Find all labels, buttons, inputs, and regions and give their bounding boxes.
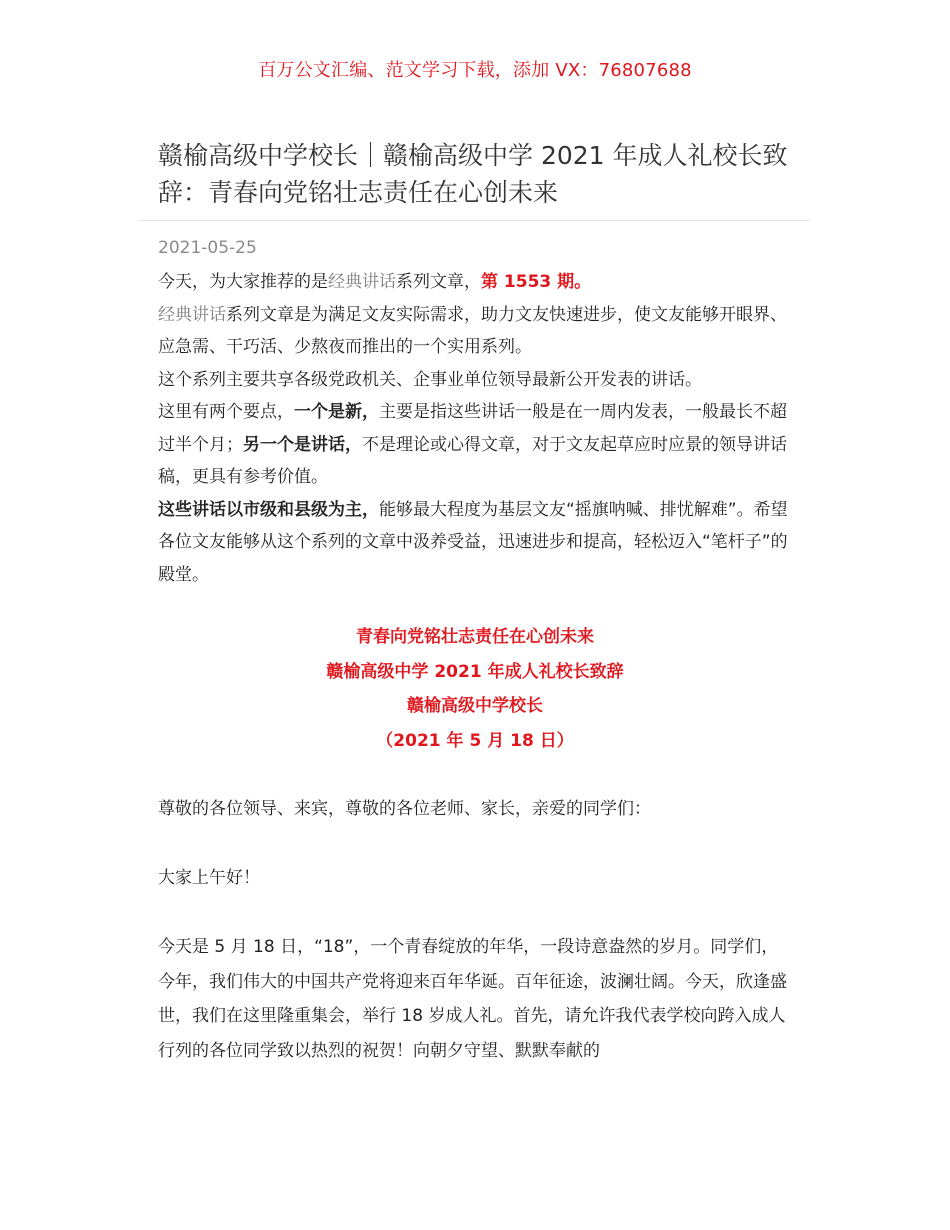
- speech-title: 青春向党铭壮志责任在心创未来: [356, 627, 594, 647]
- article-title: 赣榆高级中学校长｜赣榆高级中学 2021 年成人礼校长致辞：青春向党铭壮志责任在心创未来: [158, 141, 788, 207]
- speech-greeting: 大家上午好！: [158, 868, 260, 888]
- intro-paragraph-3: 这个系列主要共享各级党政机关、企事业单位领导最新公开发表的讲话。: [158, 369, 702, 390]
- intro-text: 系列文章是为满足文友实际需求，助力文友快速进步，使文友能够开眼界、应急需、干巧活、少熬夜而推出的一个实用系列。: [158, 304, 787, 357]
- intro-text: 这里有两个要点，: [158, 402, 294, 422]
- speech-date: （2021 年 5 月 18 日）: [376, 730, 574, 751]
- download-banner: 百万公文汇编、范文学习下载，添加 VX：76807688: [258, 60, 692, 81]
- intro-bold-text: 另一个是讲话，: [243, 434, 362, 455]
- intro-paragraph-5: [158, 494, 794, 592]
- intro-text: 不是理论或心得文章，对于文友起草应时应景的领导讲话稿，更具有参考价值。: [158, 434, 787, 487]
- speech-paragraph: 今天是 5 月 18 日，“18”，一个青春绽放的年华，一段诗意盎然的岁月。同学们，今年，我们伟大的中国共产党将迎来百年华诞。百年征途，波澜壮阔。今天，欣逢盛世，我们在这里隆重集会，举行 18 岁成人礼。首先，请允许我代表学校向跨入成人行列的各位同学致以热烈的祝贺！向朝夕守望、默默奉献的: [158, 937, 787, 1061]
- title-divider: [140, 220, 810, 221]
- speech-heading-block: [0, 620, 950, 758]
- intro-paragraph-4: [158, 396, 794, 494]
- intro-text: 系列文章，: [396, 272, 481, 292]
- speech-salutation: 尊敬的各位领导、来宾，尊敬的各位老师、家长，亲爱的同学们：: [158, 799, 651, 819]
- intro-section: [158, 266, 794, 591]
- issue-number: 第 1553 期。: [481, 272, 592, 292]
- intro-bold-text: 这些讲话以市级和县级为主，: [158, 499, 379, 520]
- intro-paragraph-2: [158, 299, 794, 364]
- intro-text: 主要是指这些讲话一般是在一周内发表，一般最长不超过半个月；: [158, 402, 787, 455]
- intro-text: 能够最大程度为基层文友“摇旗呐喊、排忧解难”。希望各位文友能够从这个系列的文章中汲养受益，迅速进步和提高，轻松迈入“笔杆子”的殿堂。: [158, 499, 788, 585]
- series-name: 经典讲话: [328, 272, 396, 292]
- speech-author: 赣榆高级中学校长: [407, 696, 543, 716]
- intro-bold-text: 一个是新，: [294, 402, 379, 422]
- intro-paragraph-1: [158, 266, 794, 299]
- publish-date: 2021-05-25: [158, 238, 257, 258]
- speech-subtitle: 赣榆高级中学 2021 年成人礼校长致辞: [326, 661, 624, 682]
- intro-text: 今天，为大家推荐的是: [158, 272, 328, 292]
- series-name: 经典讲话: [158, 304, 226, 325]
